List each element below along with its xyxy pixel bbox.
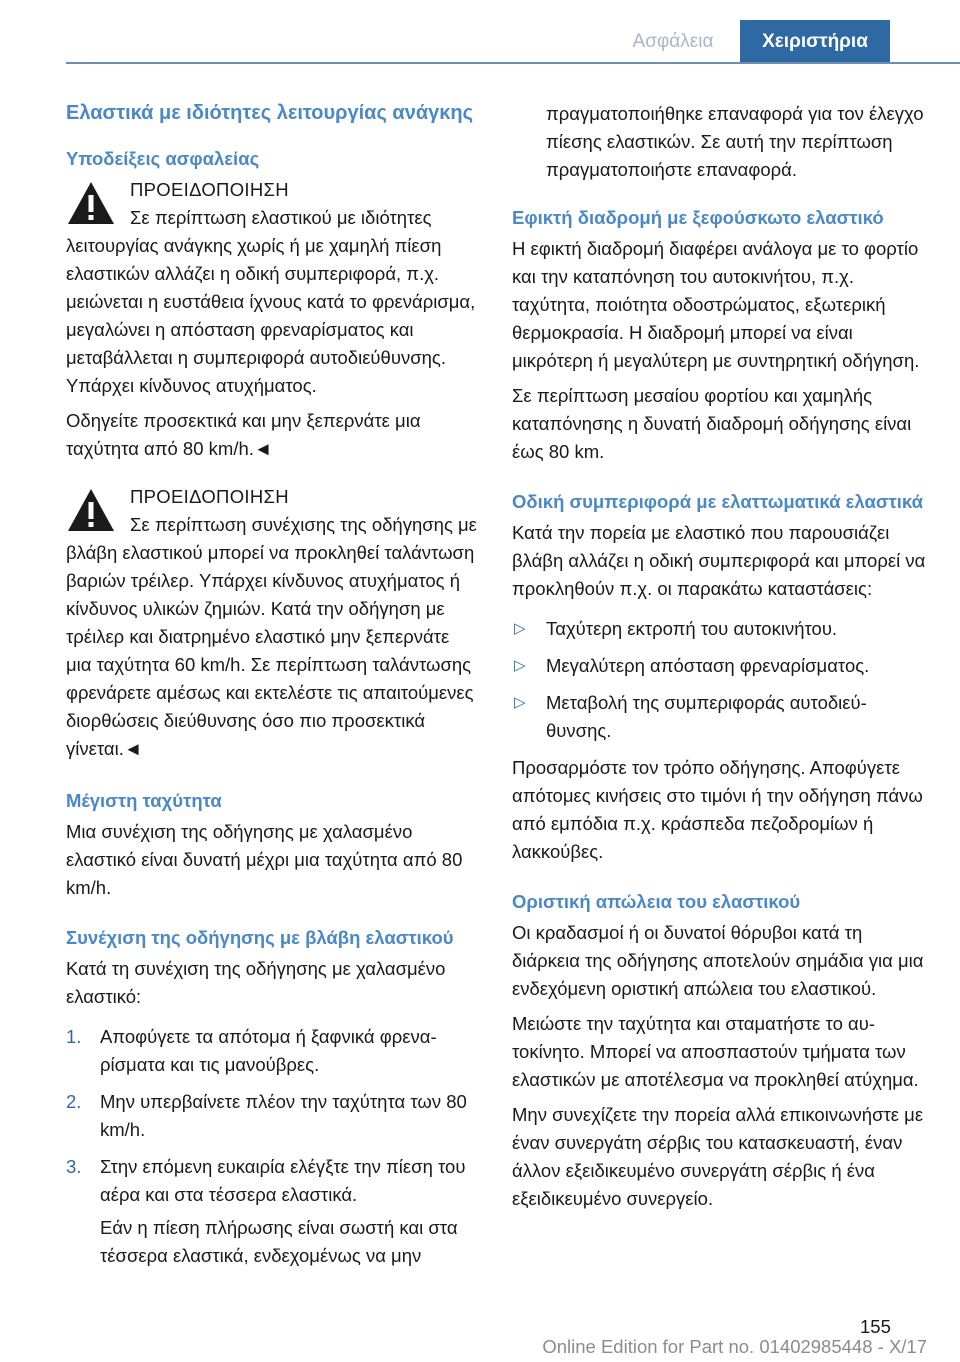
bullet-triangle-icon: ▷ xyxy=(514,694,526,711)
header-divider xyxy=(66,62,960,64)
section-title: Ελαστικά με ιδιότητες λειτουργίας ανάγκης xyxy=(66,102,474,124)
bullet-text: Μεγαλύτερη απόσταση φρεναρίσματος. xyxy=(546,655,870,676)
list-item xyxy=(66,1023,478,1079)
right-column xyxy=(512,100,926,1220)
tire-loss-text-3: Μην συνεχίζετε την πορεία αλλά επικοινωνήστε με έναν συνεργάτη σέρβις του κατασκευαστή, έναν άλλον εξειδικευμένο συνεργάτη σέρβις ή ένα εξειδικευμένο συνεργείο. xyxy=(512,1104,924,1209)
step-text: Αποφύγετε τα απότομα ή ξαφνικά φρεναρίσματα και τις μανούβρες. xyxy=(100,1026,437,1075)
tire-loss-title: Οριστική απώλεια του ελαστικού xyxy=(512,891,801,912)
bullet-triangle-icon: ▷ xyxy=(514,620,526,637)
step-text: Στην επόμενη ευκαιρία ελέγξτε την πίεση του αέρα και στα τέσσερα ελαστικά. xyxy=(100,1156,466,1205)
behaviour-outro: Προσαρμόστε τον τρόπο οδήγησης. Αποφύγετε απότομες κινήσεις στο τιμόνι ή την οδήγηση πάνω από εμπόδια π.χ. κράσπεδα πεζοδρομίων ή λακκούβες. xyxy=(512,757,923,862)
bullet-text: Μεταβολή της συμπεριφοράς αυτοδιεύθυνσης. xyxy=(546,692,867,741)
page-number: 155 xyxy=(860,1316,891,1337)
step-extra-text: Εάν η πίεση πλήρωσης είναι σωστή και στα τέσσερα ελαστικά, ενδεχομένως να μην xyxy=(100,1217,458,1266)
behaviour-title: Οδική συμπεριφορά με ελαττωματικά ελαστικά xyxy=(512,491,923,512)
page-header xyxy=(0,0,960,64)
left-column xyxy=(66,100,478,1279)
tab-safety: Ασφάλεια xyxy=(632,31,714,52)
list-item xyxy=(512,652,926,680)
continue-driving-title: Συνέχιση της οδήγησης με βλάβη ελαστικού xyxy=(66,927,454,948)
behaviour-intro: Κατά την πορεία με ελαστικό που παρουσιάζει βλάβη αλλάζει η οδική συμπεριφορά και μπορεί να προκληθούν π.χ. οι παρακάτω καταστάσεις: xyxy=(512,522,926,599)
list-item xyxy=(512,615,926,643)
safety-notes-title: Υποδείξεις ασφαλείας xyxy=(66,148,260,169)
continue-driving-intro: Κατά τη συνέχιση της οδήγησης με χαλασμένο ελαστικό: xyxy=(66,958,446,1007)
tire-loss-text-1: Οι κραδασμοί ή οι δυνατοί θόρυβοι κατά τη διάρκεια της οδήγησης αποτελούν σημάδια για μια ενδεχόμενη οριστική απώλεια του ελαστικού. xyxy=(512,922,924,999)
step-number: 3. xyxy=(66,1156,82,1177)
continued-text: πραγματοποιήθηκε επαναφορά για τον έλεγχο πίεσης ελαστικών. Σε αυτή την περίπτωση πραγματοποιήστε επαναφορά. xyxy=(546,103,924,180)
tab-controls: Χειριστήρια xyxy=(740,20,890,64)
step-number: 1. xyxy=(66,1026,82,1047)
warning-instruction: Οδηγείτε προσεκτικά και μην ξεπερνάτε μια ταχύτητα από 80 km/h.◄ xyxy=(66,410,421,459)
warning-block-2 xyxy=(66,483,478,763)
range-text-1: Η εφικτή διαδρομή διαφέρει ανάλογα με το φορτίο και την καταπόνηση του αυτοκινήτου, π.χ. ταχύτητα, ποιότητα οδοστρώματος, εξωτερική θερμοκρασία. Η διαδρομή μπορεί να είναι μικρότερη ή μεγαλύτερη με συντηρητική οδήγηση. xyxy=(512,238,920,371)
warning-icon xyxy=(66,180,116,226)
steps-list xyxy=(66,1023,478,1270)
warning-text: Σε περίπτωση συνέχισης της οδήγησης με βλάβη ελαστικού μπορεί να προκληθεί ταλάντωση βαριών τρέιλερ. Υπάρχει κίνδυνος ατυχήματος ή κίνδυνος υλικών ζημιών. Κατά την οδήγηση με τρέιλερ και διατρημένο ελαστικό μην ξεπερνάτε μια ταχύτητα 60 km/h. Σε περίπτωση ταλάντωσης φρενάρετε αμέσως και εκτελέστε τις απαιτούμενες διορθώσεις διεύθυνσης όσο πιο προσεκτικά γίνεται.◄ xyxy=(66,514,477,759)
step-text: Μην υπερβαίνετε πλέον την ταχύτητα των 80 km/h. xyxy=(100,1091,467,1140)
tire-loss-text-2: Μειώστε την ταχύτητα και σταματήστε το αυτοκίνητο. Μπορεί να αποσπαστούν τμήματα των ελαστικών με αποτέλεσμα να προκληθεί ατύχημα. xyxy=(512,1013,919,1090)
warning-title: ΠΡΟΕΙΔΟΠΟΙΗΣΗ xyxy=(130,179,289,200)
range-text-2: Σε περίπτωση μεσαίου φορτίου και χαμηλής καταπόνησης η δυνατή διαδρομή οδήγησης είναι έως 80 km. xyxy=(512,385,912,462)
warning-block-1 xyxy=(66,176,478,463)
max-speed-text: Μια συνέχιση της οδήγησης με χαλασμένο ελαστικό είναι δυνατή μέχρι μια ταχύτητα από 80 km/h. xyxy=(66,821,463,898)
warning-text: Σε περίπτωση ελαστικού με ιδιότητες λειτουργίας ανάγκης χωρίς ή με χαμηλή πίεση ελαστικών αλλάζει η οδική συμπεριφορά, π.χ. μειώνεται η ευστάθεια ίχνους κατά το φρενάρισμα, μεγαλώνει η απόσταση φρεναρίσματος και μεταβάλλεται η συμπεριφορά αυτοδιεύθυνσης. Υπάρχει κίνδυνος ατυχήματος. xyxy=(66,207,476,396)
list-item xyxy=(66,1088,478,1144)
list-item xyxy=(512,689,926,745)
warning-title: ΠΡΟΕΙΔΟΠΟΙΗΣΗ xyxy=(130,486,289,507)
list-item xyxy=(66,1153,478,1270)
bullet-text: Ταχύτερη εκτροπή του αυτοκινήτου. xyxy=(546,618,838,639)
warning-icon xyxy=(66,487,116,533)
range-title: Εφικτή διαδρομή με ξεφούσκωτο ελαστικό xyxy=(512,207,884,228)
bullet-triangle-icon: ▷ xyxy=(514,657,526,674)
max-speed-title: Μέγιστη ταχύτητα xyxy=(66,790,222,811)
step-number: 2. xyxy=(66,1091,82,1112)
footer-edition: Online Edition for Part no. 01402985448 - X/17 xyxy=(542,1336,927,1357)
behaviour-list xyxy=(512,615,926,745)
